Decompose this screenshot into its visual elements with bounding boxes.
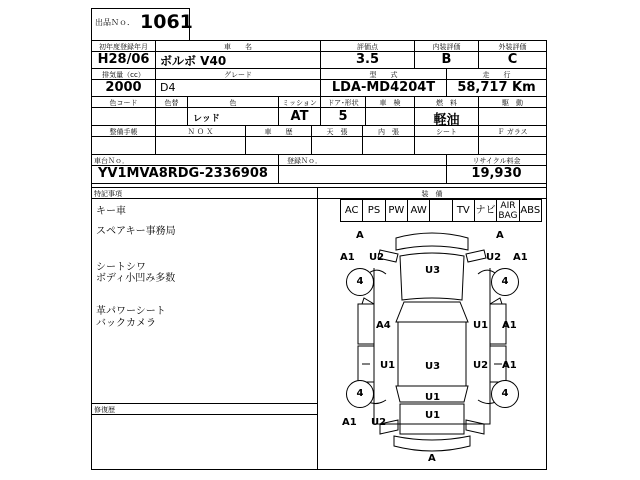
tire-front-left: 4	[346, 268, 374, 296]
equipment-blank	[430, 200, 452, 221]
drive-header: 駆 動	[502, 99, 523, 107]
right-front-door-u1: U1	[473, 320, 489, 331]
note-item: キー車	[96, 206, 126, 217]
color-change-header: 色替	[164, 99, 179, 107]
history-header: 車 歴	[264, 128, 293, 136]
score-value: 3.5	[355, 52, 380, 67]
sunroof-header: 天 張	[326, 128, 348, 136]
notes-header: 特記事項	[94, 190, 122, 198]
fuel-value: 軽油	[433, 113, 460, 128]
first-reg-header: 初年度登録年月	[99, 43, 148, 51]
roof-u3: U3	[425, 361, 441, 372]
recycle-fee-header: リサイクル料金	[472, 157, 521, 165]
chassis-no-value: YV1MVA8RDG-2336908	[98, 166, 268, 181]
seat-header: シート	[436, 128, 457, 136]
front-right-u2: U2	[486, 252, 502, 263]
lot-number: 1061	[140, 11, 193, 33]
front-left-a1: A1	[340, 252, 355, 263]
interior-header: 内装評価	[432, 43, 461, 51]
left-rear-door-u1: U1	[380, 360, 396, 371]
note-item: バックカメラ	[96, 318, 156, 329]
front-a-right: A	[496, 230, 504, 241]
exterior-value: C	[507, 52, 518, 67]
front-a-left: A	[356, 230, 364, 241]
displacement-value: 2000	[105, 80, 142, 95]
rear-a: A	[428, 453, 436, 464]
equipment-pw: PW	[386, 200, 408, 221]
mileage-value: 58,717 Km	[457, 80, 536, 95]
left-door-a4: A4	[376, 320, 391, 331]
score-header: 評価点	[357, 43, 378, 51]
first-reg-value: H28/06	[97, 52, 150, 67]
color-value: レッド	[193, 114, 220, 124]
equipment-abs: ABS	[520, 205, 541, 216]
registration-no-header: 登録Ｎｏ．	[287, 157, 322, 165]
equipment-navi: ナビ	[475, 200, 497, 221]
equipment-row	[340, 199, 542, 222]
lot-label: 出品Ｎｏ．	[95, 18, 135, 27]
model-value: LDA-MD4204T	[331, 80, 436, 95]
inspection-header: 車 検	[379, 99, 401, 107]
doors-value: 5	[338, 109, 348, 124]
equipment-ps: PS	[363, 200, 385, 221]
front-right-a1: A1	[513, 252, 528, 263]
rear-bumper-u1: U1	[425, 410, 441, 421]
interior-value: B	[441, 52, 452, 67]
mileage-header: 走 行	[482, 71, 511, 79]
chassis-no-header: 車台Ｎｏ．	[94, 157, 129, 165]
model-header: 型 式	[369, 71, 398, 79]
recycle-fee-value: 19,930	[471, 166, 522, 181]
car-name-value: ボルボ V40	[160, 54, 227, 68]
fuel-header: 燃 料	[436, 99, 457, 107]
note-item: スペアキー事務局	[96, 226, 176, 237]
doors-header: ドア･形状	[327, 99, 359, 107]
equipment-airbag: AIR BAG	[497, 200, 519, 221]
front-left-u2: U2	[369, 252, 385, 263]
equipment-header: 装 備	[421, 190, 443, 198]
repair-header: 修復歴	[94, 406, 115, 414]
right-rear-door-u2: U2	[473, 360, 489, 371]
trunk-u1: U1	[425, 392, 441, 403]
maintenance-header: 整備手帳	[109, 128, 138, 136]
rear-left-u2: U2	[371, 417, 387, 428]
equipment-tv: TV	[453, 200, 475, 221]
exterior-header: 外装評価	[498, 43, 527, 51]
displacement-header: 排気量（cc）	[102, 71, 145, 79]
car-name-header: 車 名	[224, 43, 252, 51]
tire-rear-left: 4	[346, 380, 374, 408]
interior-trim-header: 内 張	[378, 128, 399, 136]
transmission-header: ミッション	[282, 99, 317, 107]
right-front-a1: A1	[502, 320, 517, 331]
hood-u3: U3	[425, 265, 441, 276]
color-header: 色	[229, 99, 237, 107]
color-code-header: 色コード	[109, 99, 138, 107]
grade-header: グレード	[224, 71, 252, 79]
f-glass-header: Ｆ ガラス	[497, 128, 528, 136]
right-rear-a1: A1	[502, 360, 517, 371]
rear-left-a1: A1	[342, 417, 357, 428]
nox-header: Ｎ Ｏ Ｘ	[187, 128, 214, 136]
transmission-value: AT	[290, 109, 309, 124]
tire-front-right: 4	[491, 268, 519, 296]
note-item: シートシワ	[96, 262, 146, 273]
note-item: ボディ小凹み多数	[96, 273, 176, 284]
equipment-ac: AC	[341, 200, 363, 221]
note-item: 革パワーシート	[96, 306, 166, 317]
tire-rear-right: 4	[491, 380, 519, 408]
grade-value: D4	[160, 81, 176, 94]
equipment-aw: AW	[408, 200, 430, 221]
